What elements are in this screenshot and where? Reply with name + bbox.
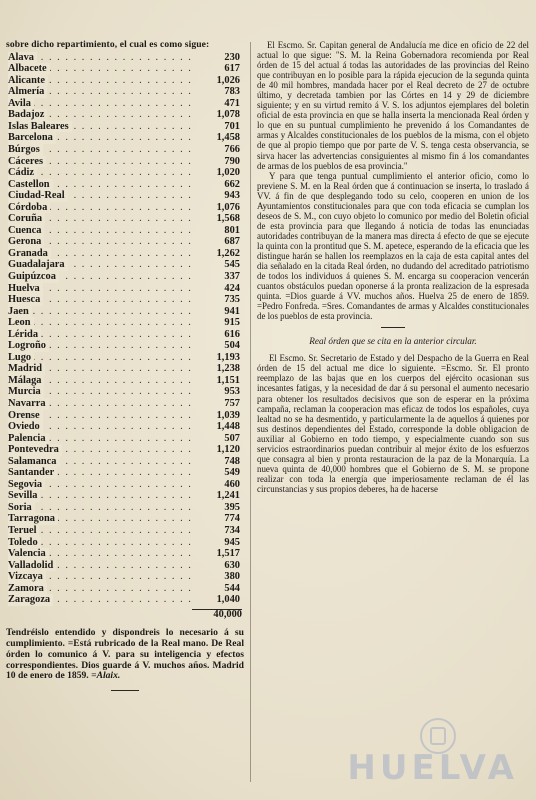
province-value: 230 (224, 51, 240, 63)
province-name: Lérida (8, 329, 41, 341)
province-value: 735 (224, 294, 240, 306)
province-name: Huelva (8, 283, 43, 295)
province-value: 337 (224, 270, 240, 282)
province-row (6, 317, 244, 329)
province-row (6, 259, 244, 271)
province-row (6, 202, 244, 214)
province-name: Granada (8, 248, 51, 260)
province-row (6, 306, 244, 318)
province-value: 1,076 (216, 201, 240, 213)
province-name: Orense (8, 410, 43, 422)
province-row (6, 560, 244, 572)
leader-dots (8, 317, 194, 329)
province-value: 1,262 (216, 247, 240, 259)
province-row (6, 421, 244, 433)
province-value: 1,120 (216, 444, 240, 456)
province-value: 945 (224, 536, 240, 548)
province-row (6, 525, 244, 537)
province-row (6, 571, 244, 583)
closing-paragraph (6, 628, 244, 683)
province-row (6, 283, 244, 295)
section-rule (111, 690, 139, 691)
province-name: Alicante (8, 75, 48, 87)
province-name: Navarra (8, 398, 49, 410)
column-divider (250, 42, 251, 782)
paragraph-real-orden: El Escmo. Sr. Secretario de Estado y del Despacho de la Guerra en Real órden de 15 del actual me dice lo siguiente. =Escmo. Sr. El pronto reemplazo de las bajas que en los cuerpos del ejército ocasionan sus incesantes fatigas, y la necesidad de dar á su personal el aumento necesario para obtener los resultados decisivos que son de esperar en la próxima campaña, reclaman la cooperacion mas eficaz de todos los españoles, cuya lealtad no se ha desmentido, y particularmente la de aquellos á quienes por sus destinos dependientes del Estado, corresponde la doble obligacion de auxiliar al Gobierno en todo tiempo, y especialmente cuando son sus servicios estraordinarios puedan contribuir al mejor éxito de los esfuerzos que consagra al bien y pronta restauracion de la paz de la Monarquía. La nueva quinta de 40,000 hombres que el Gobierno de S. M. se propone realizar con toda la energía que imperiosamente reclaman de él las circunstancias y sus propios deberes, ha de hacerse (257, 353, 529, 494)
signature: Alaix. (96, 670, 121, 682)
province-row (6, 179, 244, 191)
province-row (6, 456, 244, 468)
province-name: Avila (8, 98, 34, 110)
province-value: 424 (224, 282, 240, 294)
province-row (6, 340, 244, 352)
province-value: 687 (224, 236, 240, 248)
province-name: Leon (8, 317, 34, 329)
province-name: Zamora (8, 583, 47, 595)
province-name: Almería (8, 86, 47, 98)
province-value: 1,238 (216, 363, 240, 375)
province-name: Badajoz (8, 109, 47, 121)
province-name: Zaragoza (8, 594, 53, 606)
leader-dots (8, 502, 194, 514)
total-value: 40,000 (213, 608, 242, 620)
library-watermark (346, 718, 526, 790)
province-row (6, 132, 244, 144)
province-value: 630 (224, 559, 240, 571)
province-row (6, 329, 244, 341)
province-row (6, 213, 244, 225)
province-row (6, 167, 244, 179)
province-row (6, 52, 244, 64)
province-value: 915 (224, 317, 240, 329)
province-list (6, 52, 244, 606)
province-value: 757 (224, 398, 240, 409)
province-name: Palencia (8, 433, 49, 445)
province-row (6, 190, 244, 202)
province-name: Valencia (8, 548, 49, 560)
province-row (6, 583, 244, 595)
province-row (6, 537, 244, 549)
province-name: Albacete (8, 63, 50, 75)
province-name: Coruña (8, 213, 45, 225)
left-column (6, 40, 244, 691)
province-row (6, 444, 244, 456)
province-name: Soria (8, 502, 35, 514)
intro-text: sobre dicho repartimiento, el cual es como sigue: (6, 39, 210, 50)
leader-dots (8, 306, 194, 318)
province-value: 1,039 (216, 409, 240, 421)
province-value: 471 (224, 97, 240, 109)
province-value: 748 (224, 455, 240, 467)
province-value: 801 (224, 224, 240, 236)
paragraph-capitan-general: El Escmo. Sr. Capitan general de Andalucía me dice en oficio de 22 del actual lo que sigue: "S. M. la Reina Gobernadora recomienda por Real órden de 15 del actual á todas las autoridades de las provincias del Reino que contribuyan en lo posible para la rápida ejecucion de la segunda quinta de 40 mil hombres, mandada hacer por el Real decreto de 27 de octubre último, y decretada tambien por las Córtes en 14 y 29 de diciembre siguiente; y en su virtud remito á V. S. los adjuntos ejemplares del boletin oficial de esta provincia en que se halla inserta la mencionada Real órden y lo que en su puntual cumplimiento he prevenido á los Comandantes de armas y Alcaldes constitucionales de los pueblos de la misma, con el objeto de que al propio tiempo que por parte de V. S. tenga cesta observancia, se sirva hacer las advertencias consiguientes al mismo fin á los comandantes de armas de los pueblos de esa provincia." (257, 40, 529, 171)
province-name: Huesca (8, 294, 43, 306)
province-name: Segovia (8, 479, 45, 491)
province-row (6, 502, 244, 514)
province-row (6, 63, 244, 75)
province-value: 395 (224, 501, 240, 513)
province-value: 507 (224, 432, 240, 444)
province-value: 943 (224, 190, 240, 202)
province-name: Gerona (8, 236, 44, 248)
leader-dots (8, 352, 194, 364)
province-name: Madrid (8, 363, 45, 375)
province-value: 941 (224, 305, 240, 317)
province-name: Santander (8, 467, 57, 479)
closing-text: Tendréislo entendido y dispondreis lo necesario á su cumplimiento. =Está rubricado de la Real mano. De Real órden lo comunico á V. para su inteligencia y efectos correspondientes. Dios guarde á V. muchos años. Madrid 10 de enero de 1859. = (6, 626, 244, 682)
province-value: 1,241 (216, 490, 240, 502)
province-row (6, 156, 244, 168)
province-value: 1,040 (216, 594, 240, 606)
province-row (6, 121, 244, 133)
province-name: Tarragona (8, 513, 58, 525)
province-row (6, 433, 244, 445)
province-value: 953 (224, 386, 240, 398)
province-value: 1,458 (216, 132, 240, 144)
province-value: 616 (224, 328, 240, 340)
province-name: Pontevedra (8, 444, 62, 456)
province-row (6, 398, 244, 410)
province-value: 1,193 (216, 351, 240, 363)
province-name: Vizcaya (8, 571, 46, 583)
paragraph-traslado: Y para que tenga puntual cumplimiento el anterior oficio, como lo previene S. M. en la Real órden que á continuacion se inserta, lo traslado á VV. á fin de que desplegando todo su celo, cooperen en union de los Ayuntamientos constitucionales para que con toda eficacia se cumplan los deseos de S. M., con cuyo objeto lo comunico por medio del Boletin oficial de esta provincia para que llegando á noticia de todas las enunciadas autoridades contribuyan de la manera mas directa á efecto de que se ejecute la quinta con la prontitud que S. M. apetece, esperando de la eficacia que les distingue harán se hallen los reemplazos en la caja de esta capital antes del dia señalado en la citada Real órden, no dudando del acreditado patriotismo de todos los individuos á quienes S. M. encarga su cooperacion vencerán cuantos obstáculos puedan oponerse á la pronta realizacion de la espresada quinta. =Dios guarde á VV. muchos años. Huelva 25 de enero de 1859. =Pedro Fonfreda. =Sres. Comandantes de armas y Alcaldes constitucionales de los pueblos de esta provincia. (257, 170, 529, 322)
province-name: Murcia (8, 386, 44, 398)
province-name: Cáceres (8, 156, 46, 168)
province-value: 544 (224, 582, 240, 594)
province-row (6, 386, 244, 398)
province-name: Alava (8, 52, 37, 64)
province-row (6, 375, 244, 387)
total-row (6, 608, 244, 622)
section-heading: Real órden que se cita en la anterior circular. (309, 336, 477, 347)
province-row (6, 479, 244, 491)
watermark-text: HUELVA (347, 748, 518, 788)
province-row (6, 109, 244, 121)
province-name: Jaen (8, 306, 32, 318)
province-name: Teruel (8, 525, 39, 537)
province-value: 774 (224, 513, 240, 525)
province-name: Islas Baleares (8, 121, 72, 133)
province-value: 1,151 (216, 374, 240, 386)
province-value: 504 (224, 340, 240, 352)
province-row (6, 594, 244, 606)
province-row (6, 236, 244, 248)
province-row (6, 144, 244, 156)
province-row (6, 513, 244, 525)
province-name: Búrgos (8, 144, 43, 156)
province-row (6, 410, 244, 422)
province-value: 1,078 (216, 109, 240, 121)
province-name: Córdoba (8, 202, 50, 214)
province-value: 1,026 (216, 74, 240, 86)
province-name: Cádiz (8, 167, 37, 179)
province-value: 545 (224, 259, 240, 271)
province-row (6, 86, 244, 98)
province-name: Ciudad-Real (8, 190, 68, 202)
province-name: Cuenca (8, 225, 44, 237)
province-name: Guipúzcoa (8, 271, 59, 283)
province-value: 1,568 (216, 213, 240, 225)
province-row (6, 294, 244, 306)
right-column (257, 40, 529, 494)
province-row (6, 490, 244, 502)
province-row (6, 225, 244, 237)
province-name: Logroño (8, 340, 49, 352)
province-name: Valladolid (8, 560, 56, 572)
province-value: 380 (224, 571, 240, 583)
province-value: 766 (224, 143, 240, 155)
section-rule (381, 327, 405, 328)
province-name: Castellon (8, 179, 53, 191)
province-row (6, 352, 244, 364)
province-value: 662 (224, 178, 240, 190)
province-value: 617 (224, 63, 240, 75)
province-row (6, 271, 244, 283)
province-name: Oviedo (8, 421, 43, 433)
province-row (6, 248, 244, 260)
province-value: 460 (224, 478, 240, 490)
province-value: 1,517 (216, 548, 240, 560)
province-name: Lugo (8, 352, 34, 364)
province-value: 790 (224, 155, 240, 167)
province-value: 734 (224, 525, 240, 537)
leader-dots (8, 98, 194, 110)
province-name: Sevilla (8, 490, 40, 502)
province-name: Salamanca (8, 456, 60, 468)
province-row (6, 548, 244, 560)
province-name: Barcelona (8, 132, 56, 144)
province-name: Málaga (8, 375, 44, 387)
province-value: 1,020 (216, 167, 240, 179)
province-value: 1,448 (216, 421, 240, 433)
province-row (6, 75, 244, 87)
province-name: Guadalajara (8, 259, 68, 271)
province-name: Toledo (8, 537, 41, 549)
province-row (6, 467, 244, 479)
province-value: 549 (224, 467, 240, 479)
province-value: 783 (224, 86, 240, 98)
province-value: 701 (224, 120, 240, 132)
province-row (6, 98, 244, 110)
province-row (6, 363, 244, 375)
